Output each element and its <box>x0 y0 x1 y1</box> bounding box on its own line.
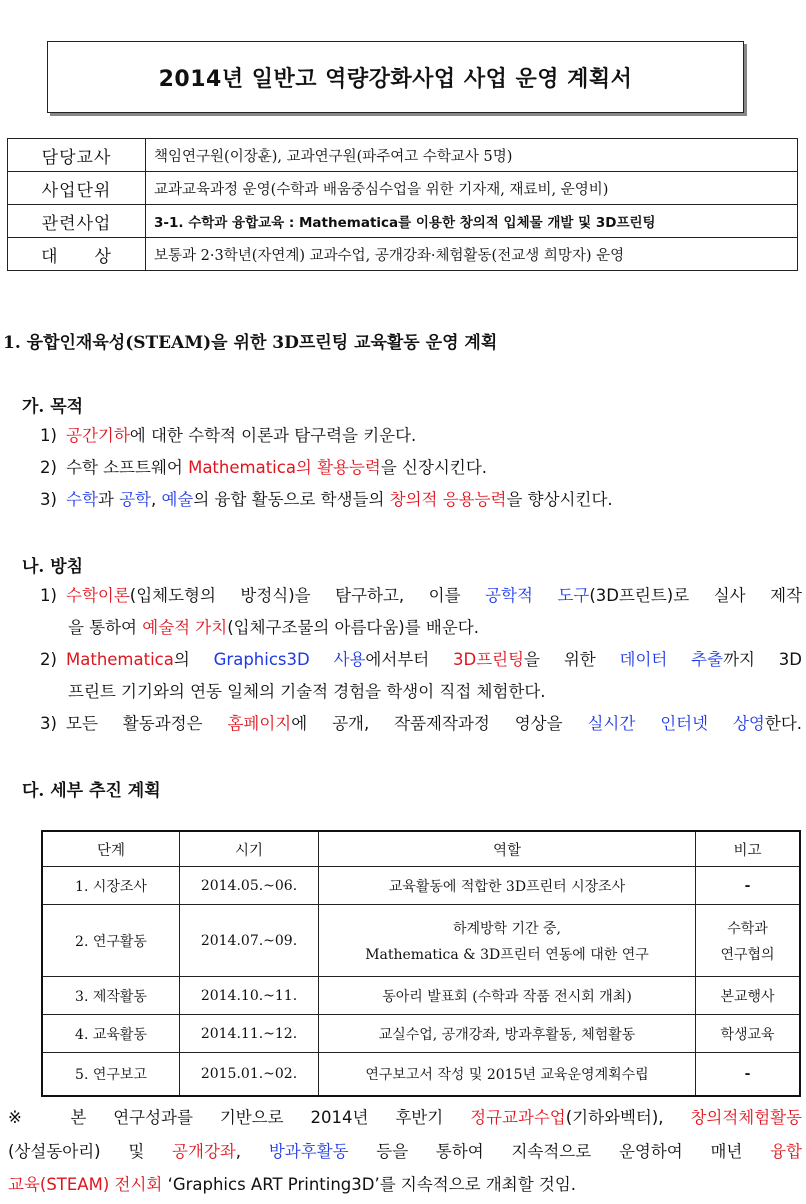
policy-item-2-continued: 프린트 기기와의 연동 일체의 기술적 경험을 학생이 직접 체험한다. <box>68 682 546 701</box>
table-row <box>42 867 800 905</box>
subsection-heading-purpose: 가. 목적 <box>22 397 84 417</box>
period-cell: 2014.07.~09. <box>180 905 319 977</box>
role-cell: 동아리 발표회 (수학과 작품 전시회 개최) <box>319 977 696 1015</box>
item-text: 을 신장시킨다. <box>380 458 487 477</box>
footnote-line-2 <box>8 1137 802 1167</box>
item-text: 을 통하여 <box>68 618 143 637</box>
item-text: (입체도형의 방정식)을 탐구하고, 이를 <box>129 586 486 605</box>
highlight-text: 정규교과수업 <box>470 1108 566 1127</box>
item-text: 의 융합 활동으로 학생들의 <box>193 490 390 509</box>
info-row <box>8 205 798 238</box>
highlight-text: 공간기하 <box>66 426 130 445</box>
note-text: 등을 통하여 지속적으로 운영하여 매년 <box>348 1142 771 1161</box>
item-text: 모든 활동과정은 <box>66 714 228 733</box>
column-header: 역할 <box>319 831 696 867</box>
highlight-text: 방과후활동 <box>268 1142 349 1161</box>
role-line: 하계방학 기간 중, <box>452 920 562 937</box>
highlight-text: 융합 <box>770 1142 802 1161</box>
note-line: 연구협의 <box>720 946 775 963</box>
policy-item-1-continued <box>68 612 479 644</box>
highlight-text: Mathematica <box>66 650 174 669</box>
note-cell <box>696 905 801 977</box>
info-value: 보통과 2·3학년(자연계) 교과수업, 공개강좌·체험활동(전교생 희망자) 운영 <box>146 238 798 271</box>
role-cell: 교실수업, 공개강좌, 방과후활동, 체험활동 <box>319 1015 696 1053</box>
table-row <box>42 1053 800 1096</box>
policy-item-2 <box>40 644 802 676</box>
column-header: 시기 <box>180 831 319 867</box>
highlight-text: 예술 <box>161 490 194 509</box>
info-key: 사업단위 <box>8 172 146 205</box>
info-row <box>8 238 798 271</box>
period-cell: 2014.10.~11. <box>180 977 319 1015</box>
highlight-text: 공개강좌 <box>172 1142 236 1161</box>
document-title: 2014년 일반고 역량강화사업 사업 운영 계획서 <box>158 66 633 92</box>
stage-cell: 4. 교육활동 <box>42 1015 180 1053</box>
footnote-line-3 <box>8 1170 802 1200</box>
note-cell: 학생교육 <box>696 1015 801 1053</box>
purpose-item-2 <box>40 452 802 484</box>
info-key: 대 상 <box>8 238 146 271</box>
period-cell: 2014.05.~06. <box>180 867 319 905</box>
role-cell: 연구보고서 작성 및 2015년 교육운영계획수립 <box>319 1053 696 1096</box>
period-cell: 2014.11.~12. <box>180 1015 319 1053</box>
highlight-text: 공학적 도구 <box>485 586 590 605</box>
purpose-item-3 <box>40 484 802 516</box>
item-text: 을 위한 <box>524 650 620 669</box>
item-text: 수학 소프트웨어 <box>66 458 189 477</box>
highlight-text: 3D프린팅 <box>453 650 525 669</box>
item-number: 2) <box>40 458 57 477</box>
highlight-text: 예술적 가치 <box>142 618 228 637</box>
info-value: 3-1. 수학과 융합교육 : Mathematica를 이용한 창의적 입체물 개발 및 3D프린팅 <box>146 205 798 238</box>
role-cell: 교육활동에 적합한 3D프린터 시장조사 <box>319 867 696 905</box>
stage-cell: 2. 연구활동 <box>42 905 180 977</box>
note-cell: 본교행사 <box>696 977 801 1015</box>
highlight-text: 수학 <box>66 490 98 509</box>
note-text: , <box>235 1142 269 1161</box>
period-cell: 2015.01.~02. <box>180 1053 319 1096</box>
note-cell: - <box>696 867 801 905</box>
info-key: 관련사업 <box>8 205 146 238</box>
footnote-line-1 <box>8 1103 802 1133</box>
info-row <box>8 172 798 205</box>
subsection-heading-policy: 나. 방침 <box>22 557 84 577</box>
highlight-text: 공학 <box>119 490 151 509</box>
item-text: 에서부터 <box>365 650 454 669</box>
note-text: ※ 본 연구성과를 기반으로 2014년 후반기 <box>8 1108 471 1127</box>
highlight-text: Graphics3D 사용 <box>213 650 366 669</box>
item-text: 의 <box>173 650 214 669</box>
note-text: ‘Graphics ART Printing3D’를 지속적으로 개최할 것임. <box>162 1175 577 1194</box>
note-line: 수학과 <box>727 920 768 937</box>
purpose-item-1 <box>40 420 802 452</box>
info-value: 교과교육과정 운영(수학과 배움중심수업을 위한 기자재, 재료비, 운영비) <box>146 172 798 205</box>
column-header: 비고 <box>696 831 801 867</box>
info-value: 책임연구원(이장훈), 교과연구원(파주여고 수학교사 5명) <box>146 139 798 172</box>
table-row <box>42 905 800 977</box>
item-number: 3) <box>40 714 57 733</box>
table-row <box>42 977 800 1015</box>
info-table <box>7 138 798 271</box>
highlight-text: 창의적 응용능력 <box>389 490 507 509</box>
section-heading: 1. 융합인재육성(STEAM)을 위한 3D프린팅 교육활동 운영 계획 <box>3 333 498 353</box>
role-line: Mathematica & 3D프린터 연동에 대한 연구 <box>365 946 649 963</box>
highlight-text: 실시간 인터넷 상영 <box>587 714 765 733</box>
item-number: 1) <box>40 426 57 445</box>
item-text: (입체구조물의 아름다움)를 배운다. <box>227 618 479 637</box>
document-title-box <box>47 41 744 113</box>
subsection-heading-plan: 다. 세부 추진 계획 <box>22 781 161 801</box>
highlight-text: 수학이론 <box>66 586 130 605</box>
role-cell <box>319 905 696 977</box>
item-text: 과 <box>97 490 120 509</box>
item-number: 1) <box>40 586 57 605</box>
note-text: (기하와벡터), <box>565 1108 691 1127</box>
item-text: 에 공개, 작품제작과정 영상을 <box>291 714 588 733</box>
stage-cell: 3. 제작활동 <box>42 977 180 1015</box>
plan-table <box>41 830 801 1097</box>
info-key: 담당교사 <box>8 139 146 172</box>
highlight-text: 홈페이지 <box>227 714 292 733</box>
highlight-text: Mathematica의 활용능력 <box>188 458 381 477</box>
item-text: 한다. <box>764 714 802 733</box>
policy-item-3 <box>40 708 802 740</box>
note-cell: - <box>696 1053 801 1096</box>
info-row <box>8 139 798 172</box>
policy-item-1 <box>40 580 802 612</box>
stage-cell: 1. 시장조사 <box>42 867 180 905</box>
table-row <box>42 1015 800 1053</box>
note-text: (상설동아리) 및 <box>8 1142 173 1161</box>
item-text: 을 향상시킨다. <box>506 490 613 509</box>
highlight-text: 데이터 추출 <box>619 650 724 669</box>
item-number: 3) <box>40 490 57 509</box>
item-text: 에 대한 수학적 이론과 탐구력을 키운다. <box>129 426 417 445</box>
column-header: 단계 <box>42 831 180 867</box>
item-number: 2) <box>40 650 57 669</box>
stage-cell: 5. 연구보고 <box>42 1053 180 1096</box>
highlight-text: 창의적체험활동 <box>690 1108 803 1127</box>
item-text: , <box>150 490 162 509</box>
item-text: 까지 3D <box>723 650 802 669</box>
item-text: (3D프린트)로 실사 제작 <box>589 586 802 605</box>
highlight-text: 교육(STEAM) 전시회 <box>8 1175 163 1194</box>
plan-header-row <box>42 831 800 867</box>
